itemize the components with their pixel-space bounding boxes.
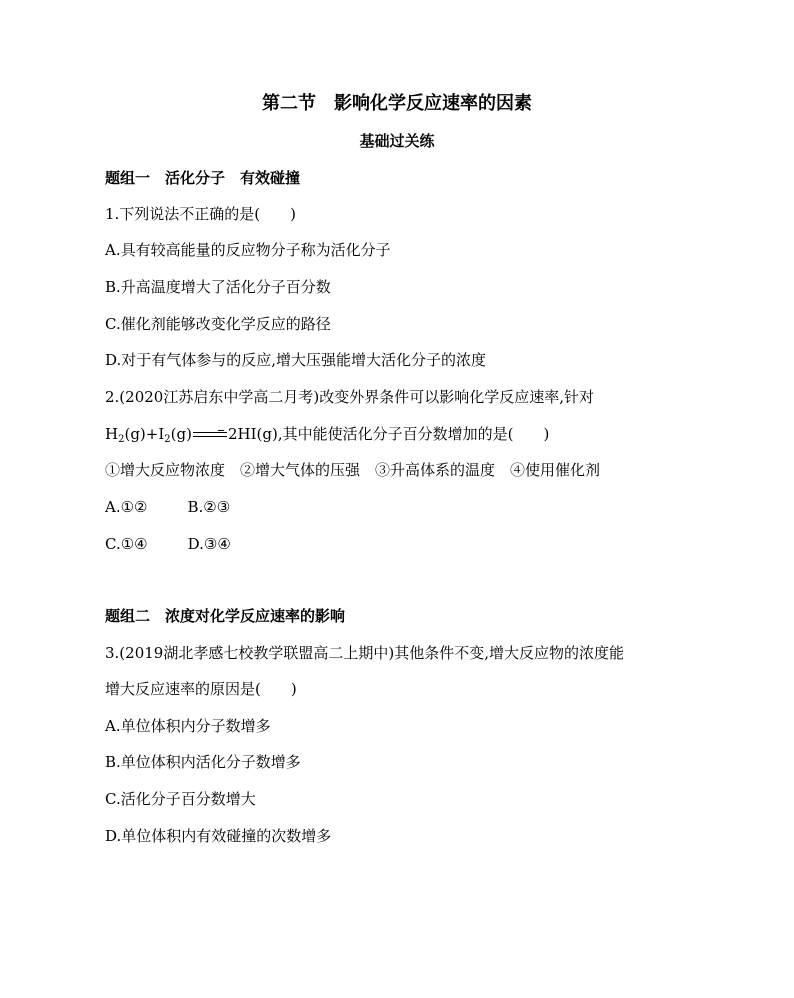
equation-part-2: (g)	[170, 425, 192, 443]
equation-subscript-2: 2	[164, 434, 171, 445]
question-1-option-b: B.升高温度增大了活化分子百分数	[105, 278, 331, 296]
question-2-option-b: B.②③	[187, 498, 231, 516]
question-3-option-d: D.单位体积内有效碰撞的次数增多	[105, 827, 332, 845]
question-2-stem-line2	[105, 424, 549, 450]
question-2-option-a: A.①②	[105, 498, 148, 516]
question-2-option-d: D.③④	[187, 535, 231, 553]
equilibrium-arrow-icon	[193, 431, 227, 439]
question-3-stem-line2: 增大反应速率的原因是( )	[105, 680, 297, 698]
group1-heading: 题组一 活化分子 有效碰撞	[105, 169, 301, 187]
question-2-option-c: C.①④	[105, 535, 148, 553]
question-2-stem-line1: 2.(2020江苏启东中学高二月考)改变外界条件可以影响化学反应速率,针对	[105, 388, 594, 406]
question-3-option-a: A.单位体积内分子数增多	[105, 717, 271, 735]
question-2-options-row2	[105, 534, 231, 554]
question-1-option-a: A.具有较高能量的反应物分子称为活化分子	[105, 241, 391, 259]
equation-h: H	[105, 425, 119, 443]
question-1-option-d: D.对于有气体参与的反应,增大压强能增大活化分子的浓度	[105, 351, 487, 369]
page-title: 第二节 影响化学反应速率的因素	[262, 93, 532, 114]
equation-rest: 2HI(g),其中能使活化分子百分数增加的是( )	[227, 425, 550, 443]
question-1-stem: 1.下列说法不正确的是( )	[105, 205, 297, 223]
group2-heading: 题组二 浓度对化学反应速率的影响	[105, 607, 346, 625]
question-2-options-row1	[105, 497, 230, 517]
question-3-stem-line1: 3.(2019湖北孝感七校教学联盟高二上期中)其他条件不变,增大反应物的浓度能	[105, 644, 624, 662]
question-3-option-b: B.单位体积内活化分子数增多	[105, 753, 301, 771]
question-1-option-c: C.催化剂能够改变化学反应的路径	[105, 315, 331, 333]
equation-part-1: (g)+I	[124, 425, 165, 443]
section-subtitle: 基础过关练	[359, 132, 435, 150]
question-3-option-c: C.活化分子百分数增大	[105, 790, 256, 808]
equation-subscript-1: 2	[118, 434, 125, 445]
question-2-conditions: ①增大反应物浓度 ②增大气体的压强 ③升高体系的温度 ④使用催化剂	[105, 461, 601, 479]
